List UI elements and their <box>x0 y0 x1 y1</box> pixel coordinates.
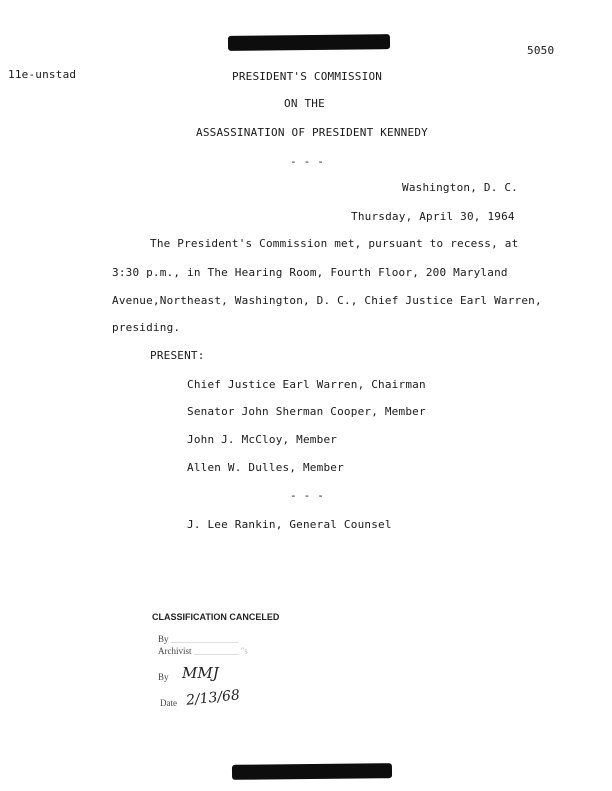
meeting-date: Thursday, April 30, 1964 <box>351 210 515 223</box>
stamp-line-archivist <box>158 646 248 656</box>
stamp-signed-by-label: By <box>158 672 169 682</box>
stamp-line-signature <box>158 672 169 682</box>
general-counsel: J. Lee Rankin, General Counsel <box>187 518 392 531</box>
stamp-archivist-label: Archivist <box>158 646 192 656</box>
present-member: Senator John Sherman Cooper, Member <box>187 405 426 418</box>
paragraph-line-3: Avenue,Northeast, Washington, D. C., Chief Justice Earl Warren, <box>112 294 542 307</box>
redaction-bar-top <box>228 34 390 51</box>
redaction-bar-bottom <box>232 763 392 780</box>
present-separator: - - - <box>290 489 325 502</box>
title-line-1: PRESIDENT'S COMMISSION <box>232 70 383 83</box>
signature-initials: MMJ <box>182 664 219 682</box>
page-number: 5050 <box>527 44 555 57</box>
title-line-3: ASSASSINATION OF PRESIDENT KENNEDY <box>196 126 428 139</box>
title-line-2: ON THE <box>284 97 325 110</box>
present-member: Allen W. Dulles, Member <box>187 461 344 474</box>
stamp-title: CLASSIFICATION CANCELED <box>152 612 280 622</box>
paragraph-line-2: 3:30 p.m., in The Hearing Room, Fourth Floor, 200 Maryland <box>112 266 508 279</box>
stamp-date-label: Date <box>160 698 177 708</box>
stamp-line-by <box>158 634 238 644</box>
location-place: Washington, D. C. <box>402 181 518 194</box>
stamp-line-date <box>160 698 177 708</box>
title-separator: - - - <box>290 155 325 168</box>
stamp-by-faded: _______________ <box>170 634 239 644</box>
present-member: John J. McCloy, Member <box>187 433 338 446</box>
present-heading: PRESENT: <box>150 349 205 362</box>
paragraph-line-4: presiding. <box>112 321 181 334</box>
paragraph-line-1: The President's Commission met, pursuant to recess, at <box>150 237 519 250</box>
stamp-by-label: By <box>158 634 169 644</box>
file-code: 11e-unstad <box>8 68 77 81</box>
present-member: Chief Justice Earl Warren, Chairman <box>187 378 426 391</box>
stamp-date-handwritten: 2/13/68 <box>185 687 241 709</box>
stamp-archivist-faded: __________ ''s <box>193 646 248 656</box>
